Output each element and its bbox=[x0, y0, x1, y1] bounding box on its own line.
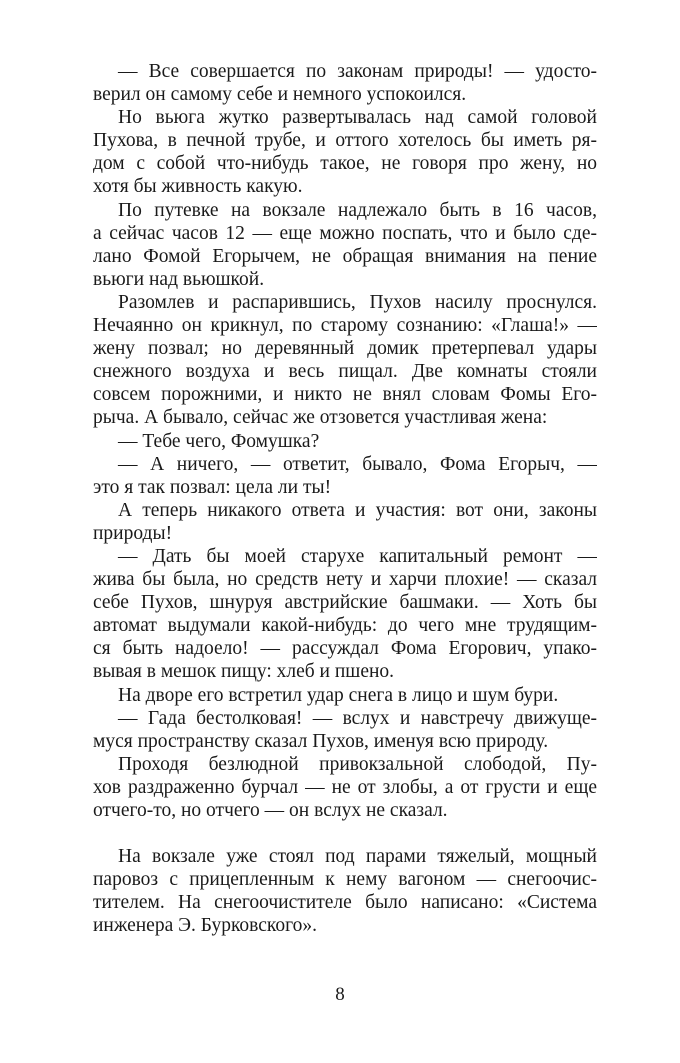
text-line: отчего-то, но отчего — он вслух не сказал. bbox=[93, 800, 448, 821]
text-line: Проходя безлюдной привокзальной слободой, Пу- bbox=[118, 753, 597, 775]
text-line: жену позвал; но деревянный домик претерпевал удары bbox=[93, 338, 597, 360]
text-line: автомат выдумали какой-нибудь: до чего мне трудящим- bbox=[93, 615, 597, 637]
text-line: ся быть надоело! — рассуждал Фома Егорович, упако- bbox=[93, 638, 597, 660]
text-line: дом с собой что-нибудь такое, не говоря про жену, но bbox=[93, 153, 597, 175]
page-body bbox=[93, 60, 597, 937]
text-line: вьюги над вьюшкой. bbox=[93, 268, 265, 290]
text-line: рыча. А бывало, сейчас же отзовется участливая жена: bbox=[93, 407, 548, 429]
text-line: инженера Э. Бурковского». bbox=[93, 915, 318, 937]
text-line: верил он самому себе и немного успокоился. bbox=[93, 84, 467, 106]
text-line: а сейчас часов 12 — еще можно поспать, что и было сде- bbox=[93, 222, 597, 244]
text-line: лано Фомой Егорычем, не обращая внимания на пение bbox=[93, 245, 597, 267]
text-line: — Тебе чего, Фомушка? bbox=[118, 430, 320, 452]
section-break bbox=[93, 822, 597, 845]
text-line: На дворе его встретил удар снега в лицо и шум бури. bbox=[118, 684, 559, 706]
text-line: паровоз с прицепленным к нему вагоном — снегоочис- bbox=[93, 869, 597, 891]
text-line: совсем порожними, и никто не внял словам Фомы Его- bbox=[93, 384, 597, 406]
text-line: А теперь никакого ответа и участия: вот они, законы bbox=[118, 499, 597, 521]
text-line: — Все совершается по законам природы! — удосто- bbox=[118, 61, 597, 82]
page-number: 8 bbox=[335, 984, 345, 1005]
text-line: вывая в мешок пищу: хлеб и пшено. bbox=[93, 661, 395, 683]
text-line: муся пространству сказал Пухов, именуя всю природу. bbox=[93, 730, 549, 752]
text-line: По путевке на вокзале надлежало быть в 16 часов, bbox=[118, 199, 597, 221]
text-line: себе Пухов, шнуруя австрийские башмаки. — Хоть бы bbox=[93, 592, 597, 614]
text-line: это я так позвал: цела ли ты! bbox=[93, 476, 332, 498]
text-line: — А ничего, — ответит, бывало, Фома Егорыч, — bbox=[118, 453, 597, 475]
text-line: Разомлев и распарившись, Пухов насилу проснулся. bbox=[118, 291, 597, 313]
text-line: хотя бы живность какую. bbox=[93, 176, 303, 198]
text-line: хов раздраженно бурчал — не от злобы, а от грусти и еще bbox=[93, 776, 597, 798]
text-line: Нечаянно он крикнул, по старому сознанию: «Глаша!» — bbox=[93, 315, 597, 337]
text-line: Пухова, в печной трубе, и оттого хотелось бы иметь ря- bbox=[93, 130, 597, 152]
text-line: снежного воздуха и весь пищал. Две комнаты стояли bbox=[93, 361, 597, 383]
text-line: — Гада бестолковая! — вслух и навстречу движуще- bbox=[118, 707, 597, 729]
text-line: Но вьюга жутко развертывалась над самой головой bbox=[118, 107, 597, 129]
text-line: природы! bbox=[93, 522, 173, 544]
text-line: тителем. На снегоочистителе было написано: «Система bbox=[93, 892, 597, 914]
text-line: На вокзале уже стоял под парами тяжелый, мощный bbox=[118, 846, 597, 868]
text-line: — Дать бы моей старухе капитальный ремонт — bbox=[118, 545, 597, 567]
text-line: жива бы была, но средств нету и харчи плохие! — сказал bbox=[93, 569, 597, 591]
